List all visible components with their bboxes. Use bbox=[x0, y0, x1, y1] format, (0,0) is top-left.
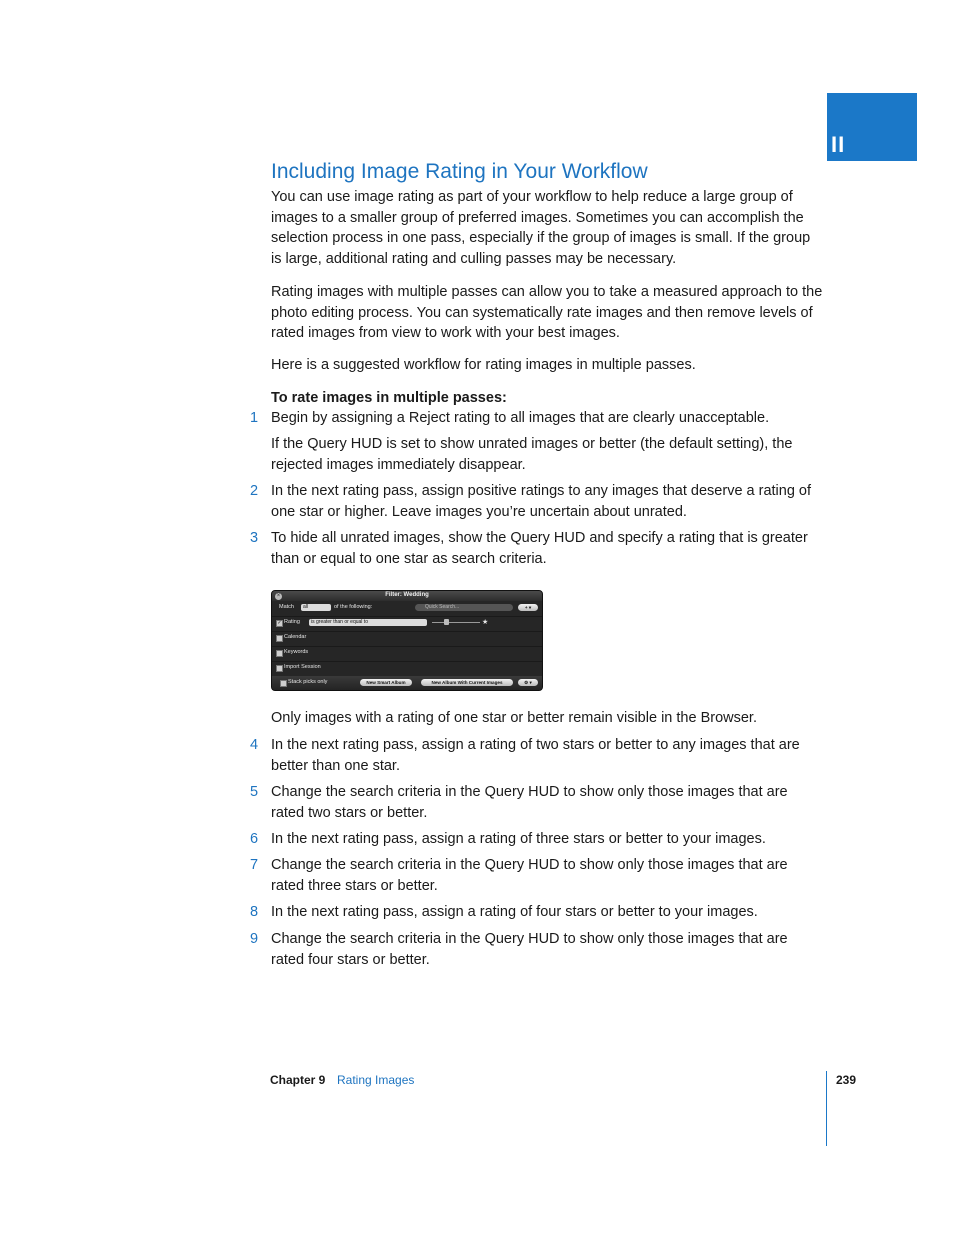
rating-slider[interactable] bbox=[432, 622, 480, 623]
step-number: 3 bbox=[249, 530, 259, 546]
import-session-checkbox[interactable] bbox=[276, 665, 283, 672]
query-hud-figure bbox=[271, 590, 543, 691]
step-number: 9 bbox=[249, 931, 259, 947]
hud-rule-keywords bbox=[272, 646, 542, 662]
stack-picks-label: Stack picks only bbox=[288, 679, 328, 685]
multi-pass-paragraph: Rating images with multiple passes can allow you to take a measured approach to the photo editing process. You can systematically rate images and then remove levels of rated images from view to work with your best images. bbox=[271, 284, 823, 341]
step-number: 2 bbox=[249, 483, 259, 499]
intro-paragraph: You can use image rating as part of your workflow to help reduce a large group of images to a smaller group of preferred images. Sometimes you can accomplish the selection process in one pass, especially if the group of images is small. If the group is large, additional rating and culling passes may be necessary. bbox=[271, 189, 811, 267]
hud-rule-import-session bbox=[272, 661, 542, 677]
step-text: In the next rating pass, assign positive ratings to any images that deserve a rating of one star or higher. Leave images you’re uncertain about unrated. bbox=[271, 483, 812, 520]
match-select[interactable]: all bbox=[301, 604, 331, 611]
page-number: 239 bbox=[836, 1073, 857, 1087]
step-text: Change the search criteria in the Query HUD to show only those images that are rated four stars or better. bbox=[271, 931, 788, 968]
rule-label: Keywords bbox=[284, 649, 309, 655]
workflow-intro-paragraph: Here is a suggested workflow for rating images in multiple passes. bbox=[271, 357, 696, 373]
keywords-checkbox[interactable] bbox=[276, 650, 283, 657]
gear-icon[interactable]: ⚙ ▾ bbox=[518, 679, 538, 686]
hud-title: Filter: Wedding bbox=[385, 592, 429, 598]
section-title: Including Image Rating in Your Workflow bbox=[271, 160, 648, 183]
step-text: Begin by assigning a Reject rating to all images that are clearly unacceptable. bbox=[271, 410, 770, 426]
step-number: 8 bbox=[249, 904, 259, 920]
step-number: 4 bbox=[249, 737, 259, 753]
footer-chapter-name: Rating Images bbox=[337, 1073, 415, 1087]
step-text: In the next rating pass, assign a rating of four stars or better to your images. bbox=[271, 904, 758, 920]
task-heading: To rate images in multiple passes: bbox=[271, 390, 507, 406]
quick-search-input[interactable]: Quick Search... bbox=[415, 604, 513, 611]
rule-label: Rating bbox=[284, 619, 300, 625]
part-tab bbox=[827, 93, 917, 161]
hud-match-row bbox=[272, 601, 542, 617]
step-number: 6 bbox=[249, 831, 259, 847]
rule-label: Calendar bbox=[284, 634, 307, 640]
stack-picks-checkbox[interactable] bbox=[280, 680, 287, 687]
step-text: Change the search criteria in the Query HUD to show only those images that are rated two stars or better. bbox=[271, 784, 788, 821]
step-text: To hide all unrated images, show the Query HUD and specify a rating that is greater than or equal to one star as search criteria. bbox=[271, 530, 808, 567]
rating-slider-thumb[interactable] bbox=[444, 619, 449, 625]
rating-checkbox[interactable]: ✓ bbox=[277, 620, 282, 626]
step-1-note: If the Query HUD is set to show unrated images or better (the default setting), the rejected images immediately disappear. bbox=[271, 436, 793, 473]
after-figure-paragraph: Only images with a rating of one star or better remain visible in the Browser. bbox=[271, 710, 757, 726]
following-label: of the following: bbox=[334, 604, 373, 610]
part-tab-label: II bbox=[831, 132, 846, 157]
step-text: In the next rating pass, assign a rating of two stars or better to any images that are better than one star. bbox=[271, 737, 800, 774]
hud-bottom-bar bbox=[272, 676, 542, 690]
add-rule-button[interactable]: + ▾ bbox=[518, 604, 538, 611]
match-label: Match bbox=[279, 604, 294, 610]
step-text: Change the search criteria in the Query HUD to show only those images that are rated three stars or better. bbox=[271, 857, 788, 894]
rule-label: Import Session bbox=[284, 664, 321, 670]
close-icon[interactable]: × bbox=[276, 592, 281, 599]
new-album-current-images-button[interactable]: New Album With Current Images bbox=[421, 679, 513, 686]
step-number: 1 bbox=[249, 410, 259, 426]
rating-operator-select[interactable]: is greater than or equal to bbox=[309, 619, 427, 626]
hud-rule-rating bbox=[272, 616, 542, 632]
calendar-checkbox[interactable] bbox=[276, 635, 283, 642]
star-icon: ★ bbox=[482, 619, 489, 626]
step-text: In the next rating pass, assign a rating of three stars or better to your images. bbox=[271, 831, 766, 847]
step-number: 7 bbox=[249, 857, 259, 873]
new-smart-album-button[interactable]: New Smart Album bbox=[360, 679, 412, 686]
footer-chapter: Chapter 9 bbox=[270, 1073, 326, 1087]
hud-titlebar bbox=[272, 591, 542, 601]
hud-rule-calendar bbox=[272, 631, 542, 647]
footer-divider bbox=[826, 1071, 827, 1146]
step-number: 5 bbox=[249, 784, 259, 800]
